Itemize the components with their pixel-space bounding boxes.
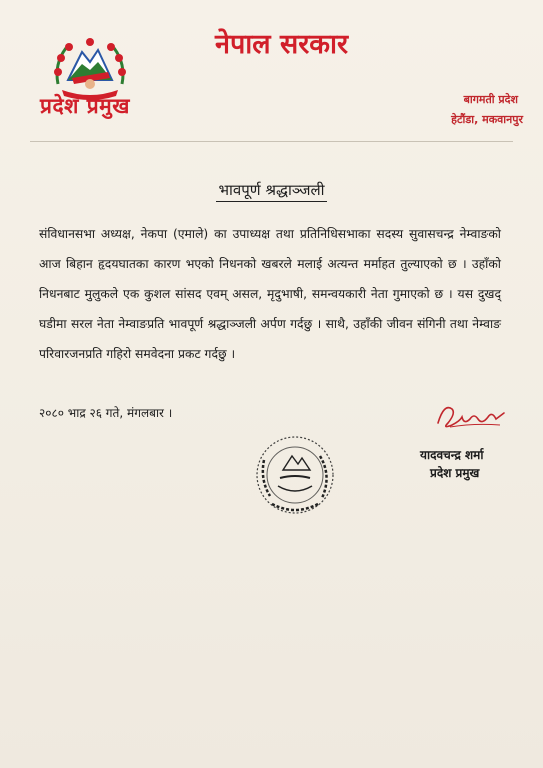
office-name: प्रदेश प्रमुख xyxy=(40,94,130,118)
signature-icon xyxy=(430,399,510,435)
condolence-paragraph: संविधानसभा अध्यक्ष, नेकपा (एमाले) का उपाध्यक्ष तथा प्रतिनिधिसभाका सदस्य सुवासचन्द्र नेम्वाङको आज बिहान हृदयघातका कारण भएको निधनको खबरले मलाई अत्यन्त मर्माहत तुल्याएको छ । उहाँको निधनबाट मुलुकले एक कुशल सांसद एवम् असल, मृदुभाषी, समन्वयकारी नेता गुमाएको छ । यस दुखद् घडीमा सरल नेता नेम्वाङप्रति भावपूर्ण श्रद्धाञ्जली अर्पण गर्दछु । साथै, उहाँकी जीवन संगिनी तथा नेम्वाङ परिवारजनप्रति गहिरो समवेदना प्रकट गर्दछु । xyxy=(39,227,501,361)
official-stamp-icon xyxy=(250,430,340,520)
address-province: बागमती प्रदेश xyxy=(463,93,518,106)
condolence-body xyxy=(39,219,501,369)
signatory-name: यादवचन्द्र शर्मा xyxy=(420,448,484,462)
document-title-wrapper xyxy=(0,180,543,200)
document-date: २०८० भाद्र २६ गते, मंगलबार । xyxy=(39,406,173,420)
signatory-title: प्रदेश प्रमुख xyxy=(430,466,480,480)
header-divider xyxy=(30,141,513,142)
government-title: नेपाल सरकार xyxy=(214,29,349,60)
address-city: हेटौंडा, मकवानपुर xyxy=(451,113,523,126)
document-title: भावपूर्ण श्रद्धाञ्जली xyxy=(216,181,326,202)
